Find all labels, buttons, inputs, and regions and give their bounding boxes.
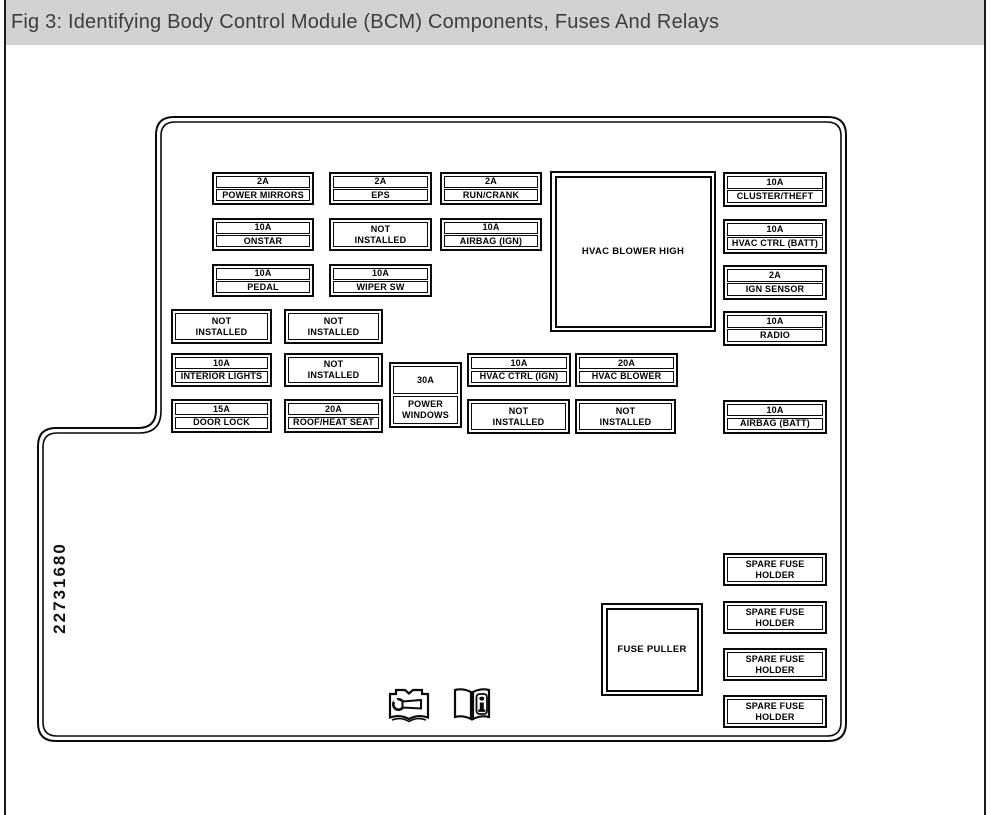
not-installed-label: NOT INSTALLED <box>288 313 379 340</box>
fuse-slot-not-installed <box>284 353 383 387</box>
fuse-run-crank <box>440 172 542 205</box>
not-installed-label: NOT INSTALLED <box>579 403 672 430</box>
module-fuse-puller <box>601 603 703 696</box>
spare-fuse-holder <box>723 601 827 634</box>
fuse-amp-rating: 20A <box>288 403 379 415</box>
fuse-ign-sensor <box>723 265 827 300</box>
spare-fuse-holder-label: SPARE FUSE HOLDER <box>727 652 823 677</box>
fuse-amp-rating: 15A <box>175 403 268 415</box>
fuse-label: POWER WINDOWS <box>393 396 458 424</box>
fuse-label: RUN/CRANK <box>444 189 538 201</box>
fuse-amp-rating: 10A <box>727 315 823 328</box>
fuse-label: IGN SENSOR <box>727 283 823 296</box>
fuse-label: INTERIOR LIGHTS <box>175 371 268 383</box>
not-installed-label: NOT INSTALLED <box>471 403 566 430</box>
fuse-label: AIRBAG (IGN) <box>444 235 538 247</box>
not-installed-label: NOT INSTALLED <box>175 313 268 340</box>
fuse-amp-rating: 10A <box>727 223 823 236</box>
fuse-power-windows <box>389 362 462 428</box>
fuse-label: HVAC CTRL (IGN) <box>471 371 567 383</box>
service-manual-wrench-book-icon <box>385 687 433 726</box>
fuse-eps <box>329 172 432 205</box>
fuse-label: RADIO <box>727 329 823 342</box>
fuse-label: ROOF/HEAT SEAT <box>288 417 379 429</box>
not-installed-label: NOT INSTALLED <box>333 222 428 247</box>
fuse-amp-rating: 2A <box>727 269 823 282</box>
fuse-slot-not-installed <box>329 218 432 251</box>
fuse-label: POWER MIRRORS <box>216 189 310 201</box>
fuse-wiper-sw <box>329 264 432 297</box>
fuse-interior-lights <box>171 353 272 387</box>
fuse-amp-rating: 20A <box>579 357 674 369</box>
fuse-radio <box>723 311 827 346</box>
fuse-amp-rating: 10A <box>727 404 823 416</box>
fuse-slot-not-installed <box>575 399 676 434</box>
fuse-pedal <box>212 264 314 297</box>
module-label: HVAC BLOWER HIGH <box>555 176 712 328</box>
fuse-label: HVAC CTRL (BATT) <box>727 237 823 250</box>
fuse-amp-rating: 2A <box>216 176 310 188</box>
fuse-label: PEDAL <box>216 281 310 293</box>
spare-fuse-holder-label: SPARE FUSE HOLDER <box>727 557 823 582</box>
fuse-door-lock <box>171 399 272 433</box>
fuse-airbag-ign <box>440 218 542 251</box>
fuse-hvac-ctrl-batt <box>723 219 827 254</box>
fuse-amp-rating: 10A <box>333 268 428 280</box>
figure-title: Fig 3: Identifying Body Control Module (BCM) Components, Fuses And Relays <box>11 11 720 33</box>
fuse-roof-heat-seat <box>284 399 383 433</box>
fuse-amp-rating: 2A <box>333 176 428 188</box>
fuse-label: WIPER SW <box>333 281 428 293</box>
fuse-label: AIRBAG (BATT) <box>727 418 823 430</box>
fuse-slot-not-installed <box>284 309 383 344</box>
fuse-label: DOOR LOCK <box>175 417 268 429</box>
fuse-airbag-batt <box>723 400 827 434</box>
fuse-amp-rating: 10A <box>216 222 310 234</box>
fuse-onstar <box>212 218 314 251</box>
fuse-amp-rating: 10A <box>216 268 310 280</box>
spare-fuse-holder <box>723 648 827 681</box>
fuse-label: EPS <box>333 189 428 201</box>
part-number: 22731680 <box>50 542 69 634</box>
spare-fuse-holder <box>723 695 827 728</box>
fuse-amp-rating: 10A <box>471 357 567 369</box>
fuse-hvac-blower <box>575 353 678 387</box>
fuse-amp-rating: 10A <box>175 357 268 369</box>
fuse-power-mirrors <box>212 172 314 205</box>
fuse-amp-rating: 10A <box>444 222 538 234</box>
fuse-label: CLUSTER/THEFT <box>727 190 823 203</box>
fuse-amp-rating: 10A <box>727 176 823 189</box>
spare-fuse-holder-label: SPARE FUSE HOLDER <box>727 605 823 630</box>
fuse-label: HVAC BLOWER <box>579 371 674 383</box>
not-installed-label: NOT INSTALLED <box>288 357 379 383</box>
fuse-label: ONSTAR <box>216 235 310 247</box>
fuse-hvac-ctrl-ign <box>467 353 571 387</box>
module-label: FUSE PULLER <box>606 608 699 692</box>
fuse-slot-not-installed <box>171 309 272 344</box>
module-hvac-blower-high <box>550 171 716 332</box>
fuse-amp-rating: 30A <box>393 366 458 394</box>
fuse-amp-rating: 2A <box>444 176 538 188</box>
owners-manual-info-book-icon <box>449 686 495 726</box>
fuse-cluster-theft <box>723 172 827 207</box>
spare-fuse-holder-label: SPARE FUSE HOLDER <box>727 699 823 724</box>
spare-fuse-holder <box>723 553 827 586</box>
fuse-slot-not-installed <box>467 399 570 434</box>
